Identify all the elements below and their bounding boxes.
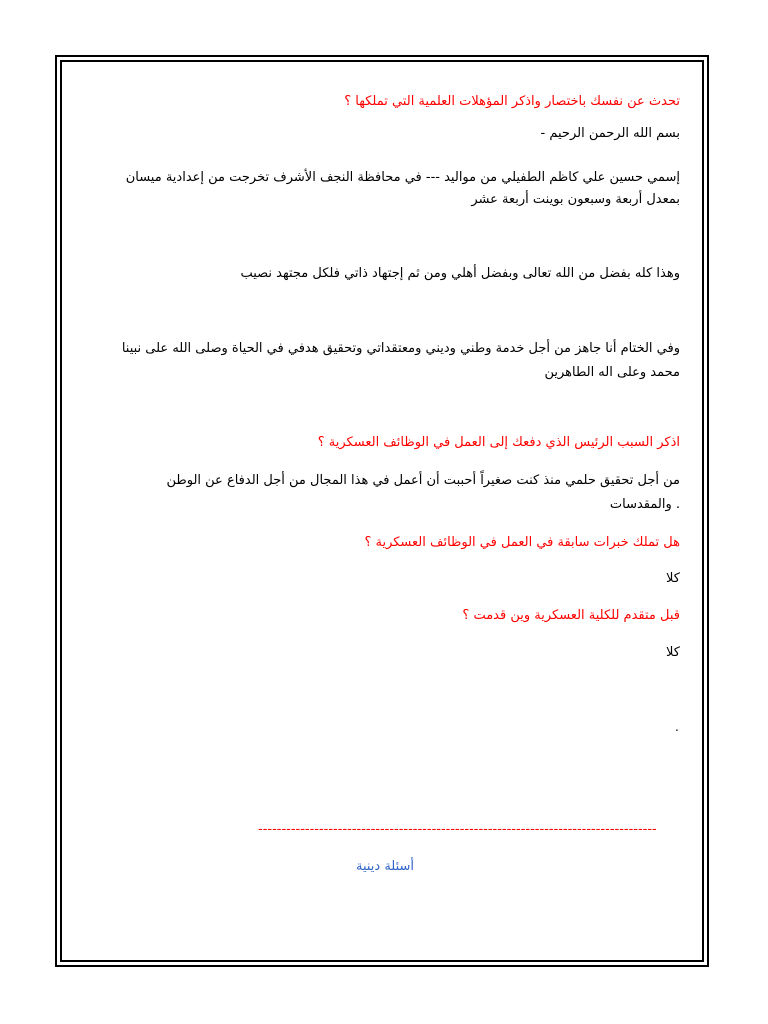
- next-section-title: أسئلة دينية: [355, 859, 415, 874]
- answer-previous-experience: كلا: [666, 571, 680, 586]
- question-previous-application: قبل متقدم للكلية العسكرية وين قدمت ؟: [462, 608, 680, 623]
- intro-line-2: بمعدل أربعة وسبعون بوينت أربعة عشر: [471, 192, 680, 207]
- thanks-paragraph: وهذا كله بفضل من الله تعالى وبفضل أهلي ومن ثم إجتهاد ذاتي فلكل مجتهد نصيب: [240, 266, 680, 281]
- answer-previous-application: كلا: [666, 645, 680, 660]
- closing-line-1: وفي الختام أنا جاهز من أجل خدمة وطني وديني ومعتقداتي وتحقيق هدفي في الحياة وصلى الله على نبينا: [121, 341, 680, 356]
- intro-line-1: إسمي حسين علي كاظم الطفيلي من مواليد --- في محافظة النجف الأشرف تخرجت من إعدادية ميسان: [125, 170, 680, 185]
- question-about-yourself: تحدث عن نفسك باختصار واذكر المؤهلات العلمية التي تملكها ؟: [344, 94, 680, 109]
- stray-dot: .: [675, 720, 679, 734]
- closing-line-2: محمد وعلى اله الطاهرين: [544, 365, 680, 380]
- basmala-text: بسم الله الرحمن الرحيم -: [540, 126, 680, 141]
- question-main-reason: اذكر السبب الرئيس الذي دفعك إلى العمل في الوظائف العسكرية ؟: [317, 435, 680, 450]
- answer-main-reason-line-1: من أجل تحقيق حلمي منذ كنت صغيراً أحببت أن أعمل في هذا المجال من أجل الدفاع عن الوطن: [166, 473, 680, 488]
- section-divider: -------------------------------------------------------------------------------------: [258, 822, 657, 837]
- answer-main-reason-line-2: . والمقدسات: [609, 497, 680, 512]
- question-previous-experience: هل تملك خبرات سابقة في العمل في الوظائف العسكرية ؟: [364, 535, 680, 550]
